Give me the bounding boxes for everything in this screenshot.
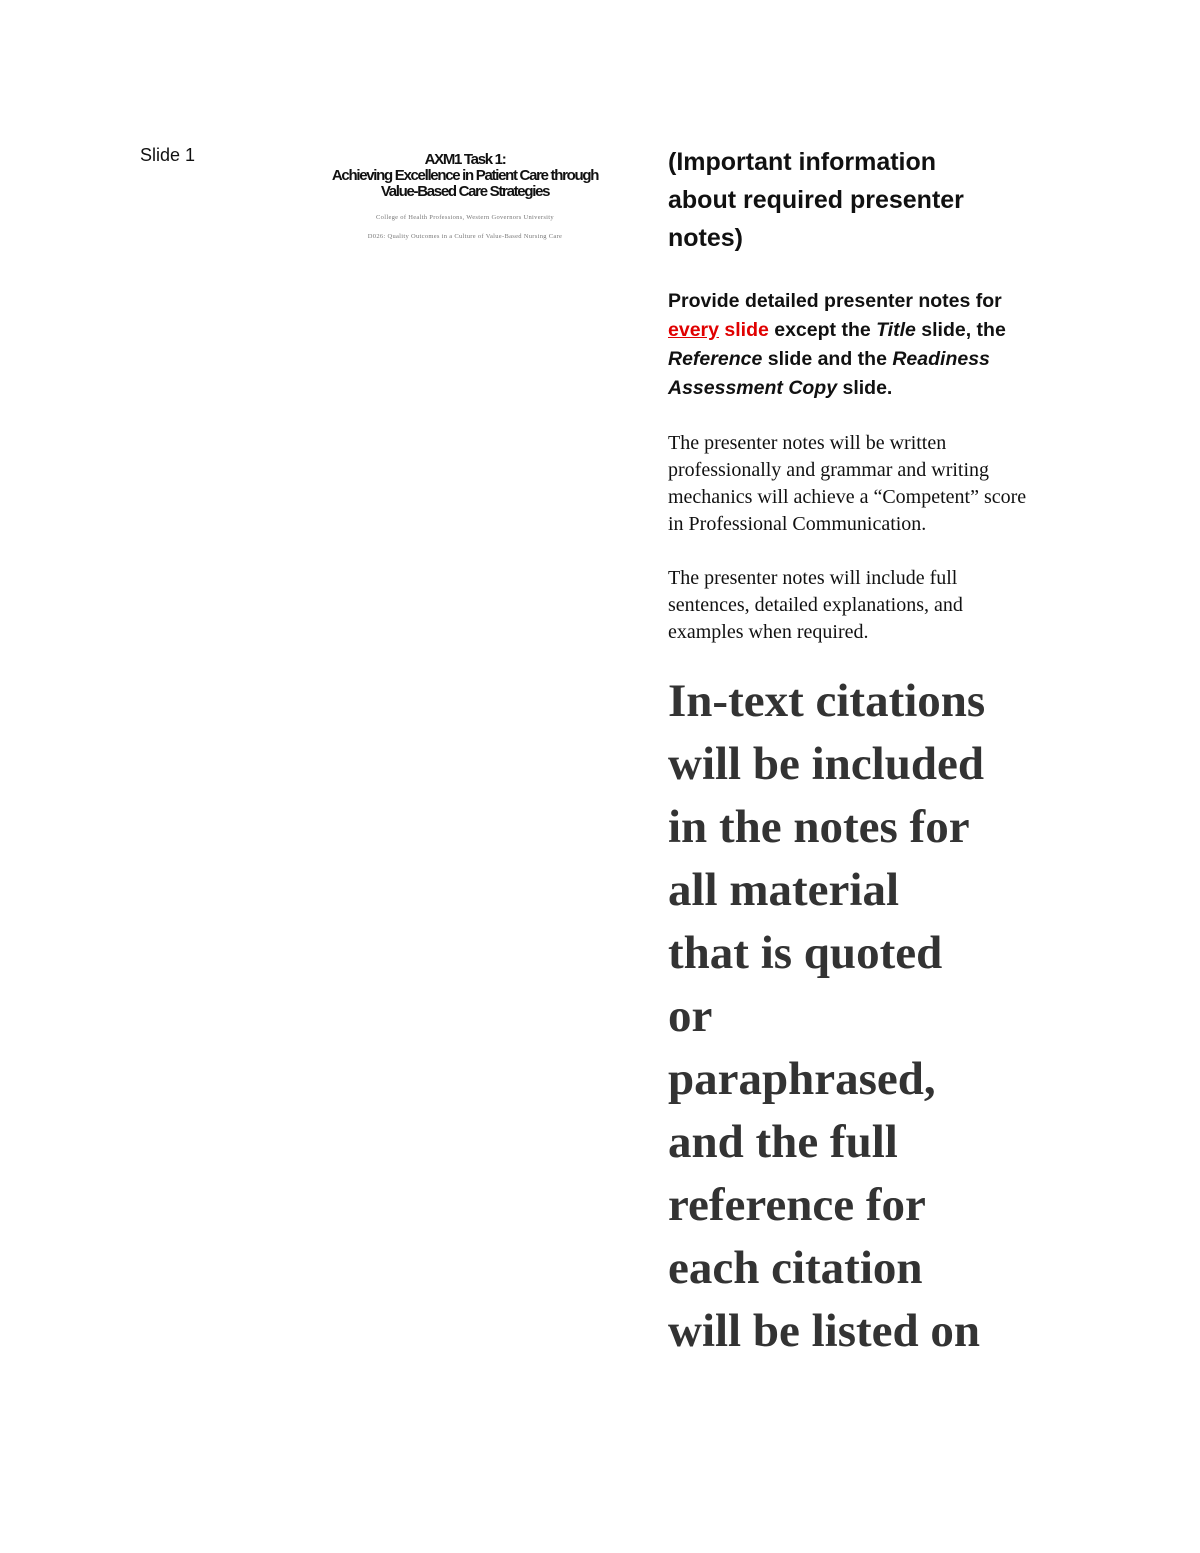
slide-thumbnail-course: D026: Quality Outcomes in a Culture of Value-Based Nursing Care	[367, 233, 563, 240]
notes-requirement	[668, 287, 1048, 403]
citation-line: will be listed on	[668, 1305, 981, 1357]
notes-heading-line: (Important information	[668, 148, 937, 176]
citation-line: in the notes for	[668, 801, 970, 853]
citation-line: and the full	[668, 1116, 898, 1168]
citation-line: reference for	[668, 1179, 926, 1231]
citation-line: each citation	[668, 1242, 923, 1294]
thumbnail-title-line: Achieving Excellence in Patient Care through	[331, 167, 599, 184]
requirement-text: except the	[768, 319, 877, 341]
requirement-text: slide.	[837, 377, 893, 399]
notes-paragraph-professional: The presenter notes will be written professionally and grammar and writing mechanics will achieve a “Competent” score in Professional Communication.	[668, 432, 1027, 535]
citation-notice	[668, 670, 1068, 1363]
slide-thumbnail-title	[300, 152, 630, 200]
presenter-notes	[668, 143, 1068, 1363]
citation-line: all material	[668, 864, 900, 916]
reference-word: Reference	[668, 348, 763, 370]
slide-thumbnail-subtitle: College of Health Professions, Western Governors University	[376, 214, 554, 221]
thumbnail-title-line: Value-Based Care Strategies	[380, 183, 550, 200]
citation-line: will be included	[668, 738, 985, 790]
requirement-text: Provide detailed presenter notes for	[668, 290, 1002, 312]
slide-emphasis: slide	[724, 319, 769, 341]
notes-paragraph-sentences: The presenter notes will include full sentences, detailed explanations, and examples when required.	[668, 567, 963, 643]
citation-line: that is quoted	[668, 927, 943, 979]
slide-thumbnail[interactable]	[300, 152, 630, 240]
thumbnail-title-line: AXM1 Task 1:	[424, 151, 506, 168]
citation-line: paraphrased,	[668, 1053, 936, 1105]
citation-line: or	[668, 990, 713, 1042]
every-emphasis: every	[668, 319, 719, 341]
notes-heading-line: notes)	[668, 224, 743, 252]
requirement-text: slide, the	[915, 319, 1006, 341]
readiness-word: Readiness Assessment Copy	[668, 348, 990, 399]
title-word: Title	[876, 319, 916, 341]
requirement-text: slide and the	[762, 348, 893, 370]
notes-heading-line: about required presenter	[668, 186, 964, 214]
notes-heading	[668, 143, 1068, 257]
slide-number-label: Slide 1	[140, 145, 196, 165]
citation-line: In-text citations	[668, 675, 986, 727]
